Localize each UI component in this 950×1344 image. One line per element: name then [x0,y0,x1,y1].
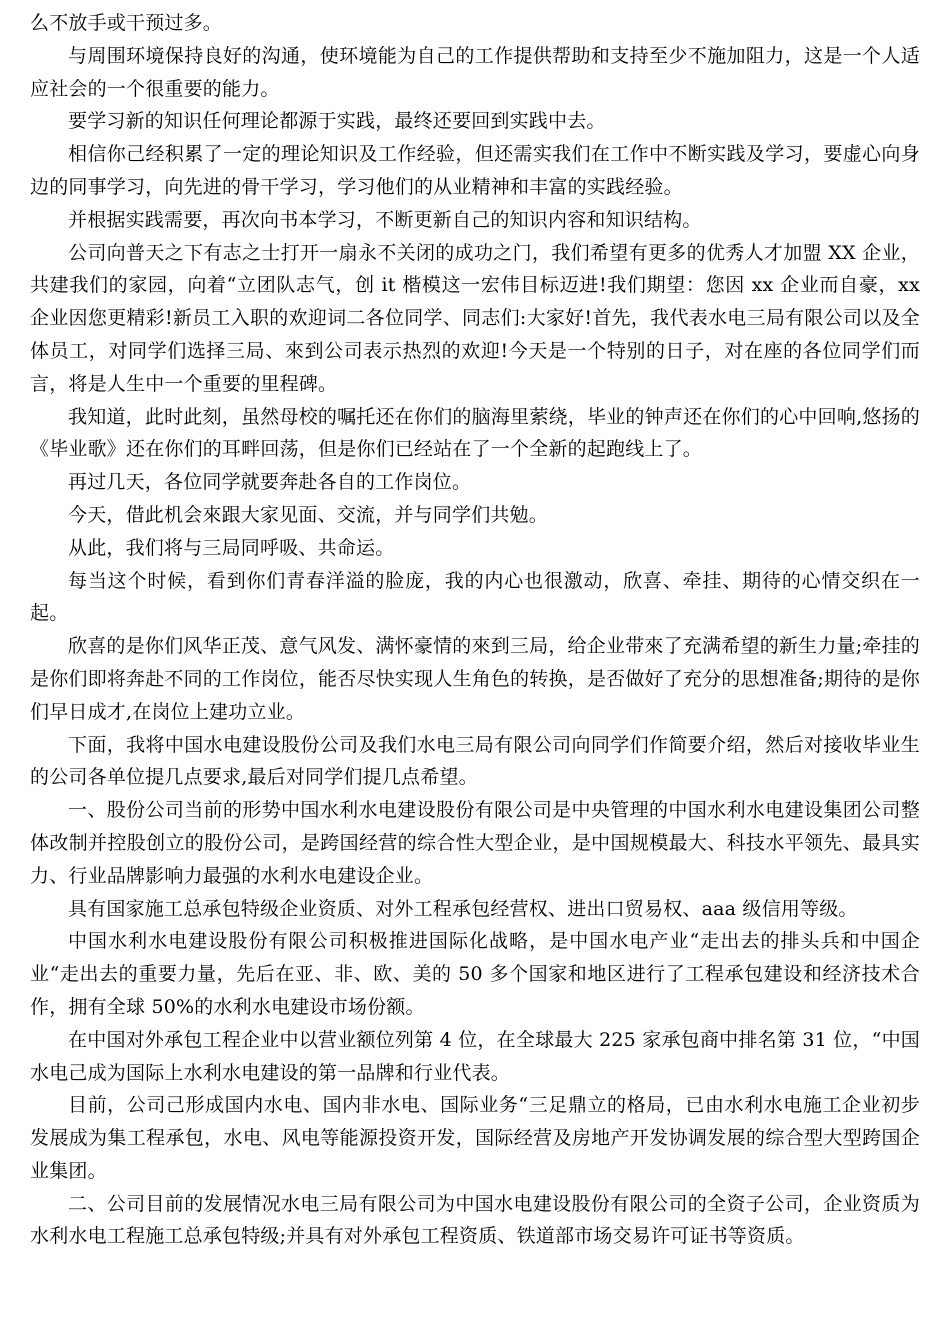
paragraph: 我知道，此时此刻，虽然母校的嘱托还在你们的脑海里萦绕，毕业的钟声还在你们的心中回响,悠扬的《毕业歌》还在你们的耳畔回荡，但是你们已经站在了一个全新的起跑线上了。 [30,405,920,461]
paragraph: 从此，我们将与三局同呼吸、共命运。 [68,536,395,559]
paragraph: 一、股份公司当前的形势中国水利水电建设股份有限公司是中央管理的中国水利水电建设集团公司整体改制并控股创立的股份公司，是跨国经营的综合性大型企业，是中国规模最大、科技水平领先、最具实力、行业品牌影响力最强的水利水电建设企业。 [30,799,920,887]
paragraph: 今天，借此机会來跟大家见面、交流，并与同学们共勉。 [68,503,549,526]
paragraph: 二、公司目前的发展情况水电三局有限公司为中国水电建设股份有限公司的全资子公司，企业资质为水利水电工程施工总承包特级;并具有对外承包工程资质、铁道部市场交易许可证书等资质。 [30,1192,920,1248]
paragraph: 相信你己经积累了一定的理论知识及工作经验，但还需实我们在工作中不断实践及学习，要虚心向身边的同事学习，向先进的骨干学习，学习他们的从业精神和丰富的实践经验。 [30,143,920,198]
paragraph: 每当这个时候，看到你们青春洋溢的脸庞，我的内心也很激动，欣喜、牵挂、期待的心情交织在一起。 [30,569,920,625]
paragraph: 具有国家施工总承包特级企业资质、对外工程承包经营权、进出口贸易权、aaa 级信用等级。 [68,897,858,920]
paragraph: 下面，我将中国水电建设股份公司及我们水电三局有限公司向同学们作简要介绍，然后对接收毕业生的公司各单位提几点要求,最后对同学们提几点希望。 [30,733,920,789]
paragraph: 与周围环境保持良好的沟通，使环境能为自己的工作提供帮助和支持至少不施加阻力，这是一个人适应社会的一个很重要的能力。 [30,44,920,100]
paragraph: 目前，公司己形成国内水电、国内非水电、国际业务“三足鼎立的格局，已由水利水电施工企业初步发展成为集工程承包，水电、风电等能源投资开发，国际经营及房地产开发协调发展的综合型大型跨国企业集团。 [30,1094,920,1182]
paragraph: 要学习新的知识任何理论都源于实践，最终还要回到实践中去。 [68,110,606,133]
paragraph: 再过几天，各位同学就要奔赴各自的工作岗位。 [68,471,472,494]
paragraph: 欣喜的是你们风华正茂、意气风发、满怀豪情的來到三局，给企业带來了充满希望的新生力量;牵挂的是你们即将奔赴不同的工作岗位，能否尽快实现人生角色的转换，是否做好了充分的思想准备;期待的是你们早日成才,在岗位上建功立业。 [30,635,920,723]
paragraph: 中国水利水电建设股份有限公司积极推进国际化战略，是中国水电产业“走出去的排头兵和中国企业“走出去的重要力量，先后在亚、非、欧、美的 50 多个国家和地区进行了工程承包建设和经济技术合作，拥有全球 50%的水利水电建设市场份额。 [30,930,920,1018]
paragraph: 公司向普天之下有志之士打开一扇永不关闭的成功之门，我们希望有更多的优秀人才加盟 XX 企业，共建我们的家园，向着“立团队志气，创 it 楷模这一宏伟目标迈进!我们期望：您因 xx 企业而自豪，xx 企业因您更精彩!新员工入职的欢迎词二各位同学、同志们:大家好!首先，我代表水电三局有限公司以及全体员工，对同学们选择三局、來到公司表示热烈的欢迎!今天是一个特别的日子，对在座的各位同学们而言，将是人生中一个重要的里程碑。 [30,241,920,395]
paragraph: 并根据实践需要，再次向书本学习，不断更新自己的知识内容和知识结构。 [68,208,702,231]
paragraph: 在中国对外承包工程企业中以营业额位列第 4 位，在全球最大 225 家承包商中排名第 31 位，“中国水电己成为国际上水利水电建设的第一品牌和行业代表。 [30,1028,920,1084]
paragraph: 么不放手或干预过多。 [30,12,223,34]
